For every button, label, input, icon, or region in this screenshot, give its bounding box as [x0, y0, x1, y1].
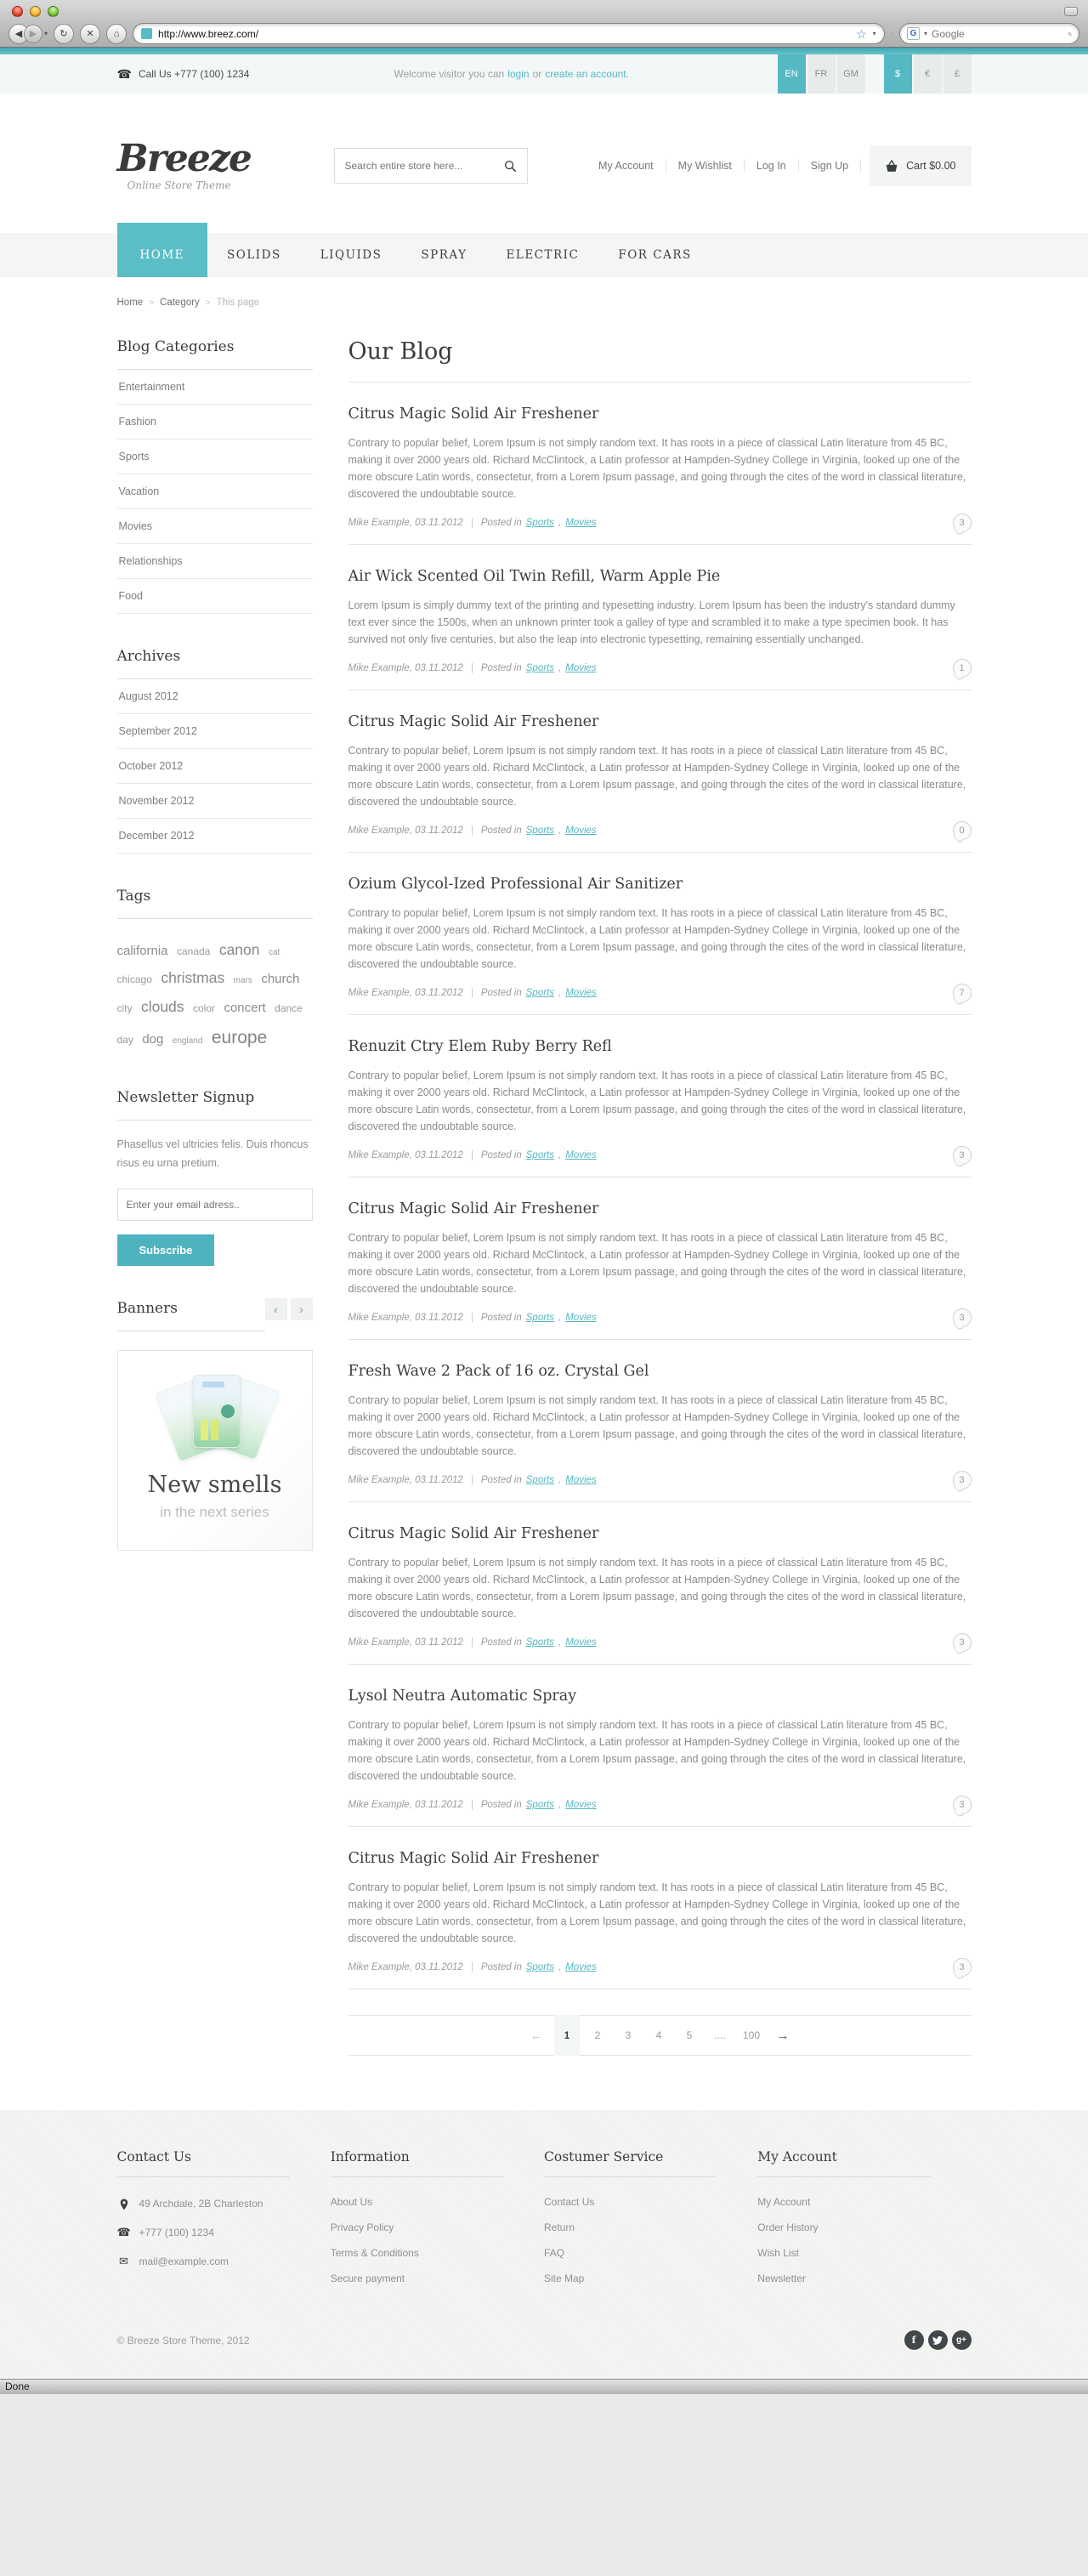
- widget-title: Banners: [117, 1300, 265, 1331]
- post-meta: [348, 518, 597, 528]
- chevron-left-icon: ‹: [274, 1302, 278, 1316]
- browser-toolbar: [0, 23, 1088, 44]
- tag-england[interactable]: england: [172, 1036, 203, 1047]
- post-tag-sports[interactable]: Sports: [525, 663, 555, 673]
- tag-cloud: [117, 919, 313, 1055]
- page-title: Our Blog: [348, 338, 972, 383]
- post-title[interactable]: Ozium Glycol-Ized Professional Air Sanitizer: [348, 876, 683, 893]
- meta-separator: |: [470, 1800, 473, 1810]
- store-search-input[interactable]: [345, 160, 497, 172]
- post-title[interactable]: Citrus Magic Solid Air Freshener: [348, 406, 599, 423]
- post-tag-movies[interactable]: Movies: [565, 1962, 597, 1972]
- blog-post: [348, 1340, 972, 1502]
- pagination-page-100[interactable]: 100: [742, 2029, 761, 2041]
- footer-column-title: Contact Us: [117, 2149, 290, 2177]
- tag-color[interactable]: color: [193, 1001, 216, 1014]
- meta-separator: |: [470, 988, 473, 998]
- banner-next-button[interactable]: [291, 1298, 313, 1320]
- google-icon: G: [907, 27, 920, 40]
- posted-in-label: Posted in: [480, 826, 522, 836]
- toolbar-separator: ·: [890, 29, 893, 38]
- web-search-input[interactable]: [932, 28, 1063, 40]
- pagination: [348, 2015, 972, 2056]
- post-author-date: Mike Example, 03.11.2012: [348, 1150, 463, 1160]
- tag-city[interactable]: city: [116, 1001, 133, 1014]
- post-tag-movies[interactable]: Movies: [565, 988, 597, 998]
- store-search-box[interactable]: [334, 148, 528, 184]
- search-icon[interactable]: [504, 160, 517, 173]
- comment-count-badge[interactable]: 3: [953, 1958, 972, 1977]
- bookmark-star-icon[interactable]: ☆: [856, 26, 867, 41]
- minimize-window-button[interactable]: [30, 6, 41, 17]
- site-tagline: Online Store Theme: [127, 179, 231, 191]
- footer-contact-column: [117, 2149, 331, 2291]
- footer-service-column: [544, 2149, 757, 2291]
- breadcrumb-category[interactable]: Category: [160, 298, 200, 308]
- nav-item-for-cars[interactable]: FOR CARS: [618, 248, 692, 262]
- currency-eur-button[interactable]: €: [914, 54, 942, 94]
- widget-title: Tags: [117, 888, 313, 919]
- post-author-date: Mike Example, 03.11.2012: [348, 1800, 463, 1810]
- post-tag-movies[interactable]: Movies: [565, 826, 597, 836]
- pagination-page-4[interactable]: 4: [655, 2029, 662, 2041]
- footer-link-contact-us[interactable]: Contact Us: [544, 2196, 595, 2208]
- tag-clouds[interactable]: clouds: [140, 997, 184, 1015]
- envelope-icon: ✉: [119, 2254, 128, 2267]
- post-meta: [348, 988, 597, 998]
- post-author-date: Mike Example, 03.11.2012: [348, 518, 463, 528]
- language-currency-switchers: [778, 54, 972, 94]
- newsletter-text: Phasellus vel ultricies felis. Duis rhoncus risus eu urna pretium.: [116, 1138, 309, 1169]
- tags-widget: [117, 888, 313, 1055]
- cart-basket-icon: [885, 160, 898, 173]
- breadcrumb-separator: >: [149, 298, 155, 308]
- switcher-gap: [867, 54, 882, 94]
- tag-concert[interactable]: concert: [224, 1000, 266, 1015]
- nav-item-solids[interactable]: SOLIDS: [227, 248, 281, 262]
- copyright-text: © Breeze Store Theme, 2012: [116, 2334, 250, 2346]
- blog-categories-widget: [117, 338, 313, 614]
- tag-day[interactable]: day: [116, 1034, 133, 1047]
- post-body: Contrary to popular belief, Lorem Ipsum is not simply random text. It has roots in a piece of classical Latin literature from 45 BC, making it over 2000 years old. Richard McClintock, a Latin professor at Hampden-Sydney College in Virginia, looked up one of the more obscure Latin words, consectetur, from a Lorem Ipsum passage, and going through the cites of the word in classical literature, discovered the undoubtable source.: [348, 1070, 966, 1132]
- footer-link-wish-list[interactable]: Wish List: [757, 2247, 799, 2259]
- banner-subtitle: in the next series: [160, 1503, 269, 1520]
- history-dropdown-icon[interactable]: ▾: [44, 30, 48, 37]
- stop-button[interactable]: [80, 24, 100, 44]
- call-us-text: Call Us +777 (100) 1234: [138, 68, 250, 80]
- cart-label: Cart $0.00: [906, 160, 956, 172]
- post-body: Contrary to popular belief, Lorem Ipsum is not simply random text. It has roots in a piece of classical Latin literature from 45 BC, making it over 2000 years old. Richard McClintock, a Latin professor at Hampden-Sydney College in Virginia, looked up one of the more obscure Latin words, consectetur, from a Lorem Ipsum passage, and going through the cites of the word in classical literature, discovered the undoubtable source.: [348, 1232, 966, 1295]
- blog-post: [348, 1015, 972, 1177]
- post-meta: [348, 1475, 597, 1485]
- site-footer: [0, 2110, 1088, 2379]
- nav-item-spray[interactable]: SPRAY: [421, 248, 468, 262]
- comment-count-badge[interactable]: 1: [953, 659, 972, 678]
- archives-widget: [117, 648, 313, 854]
- post-author-date: Mike Example, 03.11.2012: [348, 663, 463, 673]
- tag-cat[interactable]: cat: [268, 948, 280, 957]
- blog-post: [348, 1665, 972, 1827]
- post-tag-sports[interactable]: Sports: [525, 1962, 555, 1972]
- post-title[interactable]: Fresh Wave 2 Pack of 16 oz. Crystal Gel: [348, 1363, 649, 1380]
- close-window-button[interactable]: [12, 6, 23, 17]
- tag-mars[interactable]: mars: [233, 976, 252, 986]
- forward-icon: ▶: [29, 29, 37, 39]
- post-author-date: Mike Example, 03.11.2012: [348, 1637, 463, 1648]
- reload-icon: ↻: [60, 29, 68, 39]
- topbar: [0, 54, 1088, 94]
- social-links: [904, 2330, 972, 2350]
- footer-link-privacy-policy[interactable]: Privacy Policy: [330, 2221, 394, 2233]
- breadcrumb-home[interactable]: Home: [116, 298, 144, 308]
- blog-post: [348, 690, 972, 853]
- post-tag-sports[interactable]: Sports: [525, 988, 555, 998]
- archive-november-2012[interactable]: November 2012: [117, 784, 313, 819]
- contact-address: [117, 2189, 331, 2218]
- post-title[interactable]: Renuzit Ctry Elem Ruby Berry Refl: [348, 1038, 612, 1055]
- toolbar-toggle-widget[interactable]: [1064, 7, 1078, 16]
- log-in-link[interactable]: Log In: [745, 160, 799, 172]
- post-tag-movies[interactable]: Movies: [565, 1800, 597, 1810]
- welcome-message: [394, 54, 629, 94]
- call-us: [117, 54, 250, 94]
- archive-september-2012[interactable]: September 2012: [117, 714, 313, 749]
- search-icon: [1068, 29, 1072, 39]
- meta-separator: |: [470, 1962, 473, 1972]
- forward-button[interactable]: [24, 25, 42, 43]
- footer-link-terms[interactable]: Terms & Conditions: [330, 2247, 419, 2259]
- zoom-window-button[interactable]: [48, 6, 59, 17]
- post-meta: [348, 826, 597, 836]
- google-plus-glyph: g+: [956, 2335, 966, 2345]
- footer-link-about-us[interactable]: About Us: [330, 2196, 373, 2208]
- post-body: Contrary to popular belief, Lorem Ipsum is not simply random text. It has roots in a piece of classical Latin literature from 45 BC, making it over 2000 years old. Richard McClintock, a Latin professor at Hampden-Sydney College in Virginia, looked up one of the more obscure Latin words, consectetur, from a Lorem Ipsum passage, and going through the cites of the word in classical literature, discovered the undoubtable source.: [348, 1394, 966, 1457]
- email-text: mail@example.com: [139, 2255, 230, 2267]
- comment-count-badge[interactable]: 3: [953, 1471, 972, 1489]
- banner-title: New smells: [147, 1471, 282, 1498]
- tag-california[interactable]: california: [116, 944, 168, 958]
- blog-post: [348, 1177, 972, 1340]
- browser-status-bar: [0, 2379, 1088, 2394]
- banner-prev-button[interactable]: [265, 1298, 287, 1320]
- comment-count-badge[interactable]: 3: [953, 1633, 972, 1652]
- post-meta: [348, 1313, 597, 1323]
- meta-separator: |: [470, 663, 473, 673]
- post-tag-sports[interactable]: Sports: [525, 518, 555, 528]
- contact-email[interactable]: [117, 2247, 331, 2276]
- stop-icon: ✕: [86, 29, 94, 39]
- comment-count-badge[interactable]: 0: [953, 821, 972, 840]
- status-text: Done: [5, 2380, 30, 2392]
- post-body: Lorem Ipsum is simply dummy text of the printing and typesetting industry. Lorem Ipsum has been the industry's standard dummy text ever since the 1500s, when an unknown printer took a galley of type and scrambled it to make a type specimen book. It has survived not only five centuries, but also the leap into electronic typesetting, remaining essentially unchanged.: [348, 599, 955, 645]
- post-body: Contrary to popular belief, Lorem Ipsum is not simply random text. It has roots in a piece of classical Latin literature from 45 BC, making it over 2000 years old. Richard McClintock, a Latin professor at Hampden-Sydney College in Virginia, looked up one of the more obscure Latin words, consectetur, from a Lorem Ipsum passage, and going through the cites of the word in classical literature, discovered the undoubtable source.: [348, 907, 966, 970]
- post-tag-sports[interactable]: Sports: [525, 1150, 555, 1160]
- logo-block[interactable]: [116, 137, 334, 191]
- post-body: Contrary to popular belief, Lorem Ipsum is not simply random text. It has roots in a piece of classical Latin literature from 45 BC, making it over 2000 years old. Richard McClintock, a Latin professor at Hampden-Sydney College in Virginia, looked up one of the more obscure Latin words, consectetur, from a Lorem Ipsum passage, and going through the cites of the word in classical literature, discovered the undoubtable source.: [348, 1881, 966, 1944]
- meta-separator: |: [470, 826, 473, 836]
- post-author-date: Mike Example, 03.11.2012: [348, 988, 463, 998]
- post-tag-sports[interactable]: Sports: [525, 826, 555, 836]
- phone-icon: ☎: [116, 2225, 131, 2238]
- footer-link-my-account[interactable]: My Account: [757, 2196, 811, 2208]
- newsletter-email-input[interactable]: [117, 1189, 313, 1221]
- footer-column-title: My Account: [757, 2149, 930, 2177]
- currency-usd-button[interactable]: $: [884, 54, 912, 94]
- post-meta: [348, 1962, 597, 1972]
- login-link[interactable]: login: [507, 68, 530, 80]
- post-title[interactable]: Citrus Magic Solid Air Freshener: [348, 1525, 599, 1542]
- history-nav: [8, 24, 48, 44]
- sign-up-link[interactable]: Sign Up: [799, 160, 861, 172]
- tag-separator: ,: [558, 988, 562, 998]
- comment-count-badge[interactable]: 3: [953, 1146, 972, 1165]
- sidebar: [117, 338, 313, 2056]
- accent-strip: [0, 48, 1088, 54]
- post-tag-movies[interactable]: Movies: [565, 1637, 597, 1648]
- category-movies[interactable]: Movies: [117, 509, 313, 544]
- cart-button[interactable]: [870, 145, 971, 186]
- posted-in-label: Posted in: [480, 1313, 522, 1323]
- post-title[interactable]: Citrus Magic Solid Air Freshener: [348, 1850, 599, 1867]
- post-author-date: Mike Example, 03.11.2012: [348, 1475, 463, 1485]
- tag-separator: ,: [558, 1637, 562, 1648]
- blog-post: [348, 383, 972, 545]
- address-bar[interactable]: [133, 23, 885, 44]
- pagination-ellipsis: ....: [714, 2029, 726, 2041]
- pagination-prev-button[interactable]: ←: [530, 2028, 543, 2043]
- tag-separator: ,: [558, 1962, 562, 1972]
- posted-in-label: Posted in: [480, 1475, 522, 1485]
- post-title[interactable]: Lysol Neutra Automatic Spray: [348, 1688, 577, 1705]
- footer-link-newsletter[interactable]: Newsletter: [757, 2272, 806, 2284]
- banners-widget: [117, 1300, 313, 1551]
- post-meta: [348, 663, 597, 673]
- url-input[interactable]: [158, 28, 850, 40]
- my-account-link[interactable]: My Account: [586, 160, 666, 172]
- posted-in-label: Posted in: [480, 663, 522, 673]
- language-gm-button[interactable]: GM: [837, 54, 865, 94]
- banner-card[interactable]: [117, 1350, 313, 1551]
- posted-in-label: Posted in: [480, 988, 522, 998]
- archive-december-2012[interactable]: December 2012: [117, 819, 313, 854]
- post-tag-sports[interactable]: Sports: [525, 1475, 555, 1485]
- footer-link-return[interactable]: Return: [544, 2221, 575, 2233]
- tag-dance[interactable]: dance: [275, 1001, 303, 1014]
- pagination-page-5[interactable]: 5: [686, 2029, 693, 2041]
- post-tag-movies[interactable]: Movies: [565, 663, 597, 673]
- post-body: Contrary to popular belief, Lorem Ipsum is not simply random text. It has roots in a piece of classical Latin literature from 45 BC, making it over 2000 years old. Richard McClintock, a Latin professor at Hampden-Sydney College in Virginia, looked up one of the more obscure Latin words, consectetur, from a Lorem Ipsum passage, and going through the cites of the word in classical literature, discovered the undoubtable source.: [348, 1719, 966, 1782]
- back-icon: ◀: [14, 29, 23, 39]
- browser-titlebar: [0, 0, 1088, 48]
- post-author-date: Mike Example, 03.11.2012: [348, 1313, 463, 1323]
- home-icon: ⌂: [113, 28, 120, 39]
- main-nav: [0, 233, 1088, 277]
- breadcrumb: [117, 277, 972, 308]
- newsletter-widget: [117, 1089, 313, 1266]
- google-plus-icon[interactable]: [952, 2330, 972, 2350]
- nav-item-liquids[interactable]: LIQUIDS: [320, 248, 382, 262]
- comment-count-badge[interactable]: 7: [953, 984, 972, 1002]
- category-food[interactable]: Food: [117, 579, 313, 614]
- account-links: [586, 145, 971, 186]
- footer-link-order-history[interactable]: Order History: [757, 2221, 819, 2233]
- footer-link-site-map[interactable]: Site Map: [544, 2272, 585, 2284]
- widget-title: Newsletter Signup: [117, 1089, 313, 1121]
- site-logo[interactable]: Breeze: [116, 137, 251, 180]
- tag-canada[interactable]: canada: [176, 945, 211, 957]
- post-meta: [348, 1800, 597, 1810]
- tag-separator: ,: [558, 1313, 562, 1323]
- facebook-icon[interactable]: [904, 2330, 924, 2350]
- meta-separator: |: [470, 1313, 473, 1323]
- blog-post: [348, 1827, 972, 1989]
- comment-count-badge[interactable]: 3: [953, 1796, 972, 1814]
- pagination-page-1[interactable]: 1: [554, 2015, 580, 2056]
- post-tag-movies[interactable]: Movies: [565, 1313, 597, 1323]
- post-body: Contrary to popular belief, Lorem Ipsum is not simply random text. It has roots in a piece of classical Latin literature from 45 BC, making it over 2000 years old. Richard McClintock, a Latin professor at Hampden-Sydney College in Virginia, looked up one of the more obscure Latin words, consectetur, from a Lorem Ipsum passage, and going through the cites of the word in classical literature, discovered the undoubtable source.: [348, 437, 966, 500]
- footer-information-column: [331, 2149, 544, 2291]
- post-body: Contrary to popular belief, Lorem Ipsum is not simply random text. It has roots in a piece of classical Latin literature from 45 BC, making it over 2000 years old. Richard McClintock, a Latin professor at Hampden-Sydney College in Virginia, looked up one of the more obscure Latin words, consectetur, from a Lorem Ipsum passage, and going through the cites of the word in classical literature, discovered the undoubtable source.: [348, 1557, 966, 1620]
- tag-separator: ,: [558, 826, 562, 836]
- post-title[interactable]: Citrus Magic Solid Air Freshener: [348, 1200, 599, 1217]
- pagination-next-button[interactable]: →: [776, 2028, 790, 2043]
- phone-icon: ☎: [116, 66, 132, 81]
- tag-separator: ,: [558, 1150, 562, 1160]
- post-tag-sports[interactable]: Sports: [525, 1313, 555, 1323]
- subscribe-button[interactable]: Subscribe: [117, 1234, 215, 1266]
- post-author-date: Mike Example, 03.11.2012: [348, 826, 463, 836]
- create-account-link[interactable]: create an account.: [545, 68, 629, 80]
- tag-separator: ,: [558, 1475, 562, 1485]
- meta-separator: |: [470, 1475, 473, 1485]
- web-search-field[interactable]: [899, 23, 1080, 44]
- post-author-date: Mike Example, 03.11.2012: [348, 1962, 463, 1972]
- category-entertainment[interactable]: Entertainment: [117, 370, 313, 405]
- tag-dog[interactable]: dog: [142, 1032, 164, 1047]
- category-sports[interactable]: Sports: [117, 440, 313, 474]
- post-meta: [348, 1637, 597, 1648]
- twitter-icon[interactable]: [928, 2330, 948, 2350]
- tag-canon[interactable]: canon: [218, 941, 260, 958]
- chevron-right-icon: ›: [299, 1302, 303, 1316]
- post-tag-movies[interactable]: Movies: [565, 1475, 597, 1485]
- language-fr-button[interactable]: FR: [808, 54, 836, 94]
- post-tag-movies[interactable]: Movies: [565, 1150, 597, 1160]
- currency-gbp-button[interactable]: £: [944, 54, 972, 94]
- posted-in-label: Posted in: [480, 1800, 522, 1810]
- search-engine-dropdown-icon[interactable]: ▾: [924, 30, 928, 37]
- post-meta: [348, 1150, 597, 1160]
- meta-separator: |: [470, 518, 473, 528]
- posted-in-label: Posted in: [480, 1637, 522, 1648]
- meta-separator: |: [470, 1150, 473, 1160]
- post-tag-movies[interactable]: Movies: [565, 518, 597, 528]
- nav-item-home[interactable]: HOME: [117, 223, 208, 277]
- blog-post: [348, 1502, 972, 1665]
- footer-column-title: Costumer Service: [544, 2149, 717, 2177]
- blog-post: [348, 545, 972, 690]
- widget-title: Blog Categories: [117, 338, 313, 370]
- category-vacation[interactable]: Vacation: [117, 474, 313, 509]
- contact-phone: [117, 2218, 331, 2247]
- post-body: Contrary to popular belief, Lorem Ipsum is not simply random text. It has roots in a piece of classical Latin literature from 45 BC, making it over 2000 years old. Richard McClintock, a Latin professor at Hampden-Sydney College in Virginia, looked up one of the more obscure Latin words, consectetur, from a Lorem Ipsum passage, and going through the cites of the word in classical literature, discovered the undoubtable source.: [348, 745, 966, 808]
- my-wishlist-link[interactable]: My Wishlist: [666, 160, 745, 172]
- archive-august-2012[interactable]: August 2012: [117, 679, 313, 714]
- post-tag-sports[interactable]: Sports: [525, 1637, 555, 1648]
- footer-link-faq[interactable]: FAQ: [544, 2247, 565, 2259]
- facebook-glyph: f: [911, 2335, 916, 2346]
- post-title[interactable]: Citrus Magic Solid Air Freshener: [348, 713, 599, 730]
- posted-in-label: Posted in: [480, 1150, 522, 1160]
- footer-link-secure-payment[interactable]: Secure payment: [330, 2272, 405, 2284]
- phone-text: +777 (100) 1234: [139, 2226, 214, 2238]
- address-text: 49 Archdale, 2B Charleston: [139, 2197, 264, 2210]
- post-tag-sports[interactable]: Sports: [525, 1800, 555, 1810]
- blog-post: [348, 853, 972, 1015]
- welcome-prefix: Welcome visitor you can: [394, 68, 505, 80]
- site-header: [0, 94, 1088, 233]
- comment-count-badge[interactable]: 3: [953, 513, 972, 532]
- tag-separator: ,: [558, 518, 562, 528]
- category-fashion[interactable]: Fashion: [117, 405, 313, 440]
- language-en-button[interactable]: EN: [778, 54, 806, 94]
- widget-title: Archives: [117, 648, 313, 679]
- meta-separator: |: [470, 1637, 473, 1648]
- footer-column-title: Information: [331, 2149, 503, 2177]
- home-button[interactable]: [106, 24, 127, 44]
- pagination-page-2[interactable]: 2: [594, 2029, 601, 2041]
- tag-europe[interactable]: europe: [211, 1028, 268, 1048]
- breadcrumb-current-page: This page: [216, 298, 260, 308]
- window-controls: [12, 6, 59, 17]
- banner-product-image: [118, 1370, 312, 1463]
- breadcrumb-separator: >: [205, 298, 211, 308]
- tag-church[interactable]: church: [261, 972, 300, 987]
- archive-october-2012[interactable]: October 2012: [117, 749, 313, 784]
- site-favicon: [141, 28, 152, 39]
- category-relationships[interactable]: Relationships: [117, 544, 313, 579]
- blog-main: [348, 338, 972, 2056]
- tag-separator: ,: [558, 1800, 562, 1810]
- tag-chicago[interactable]: chicago: [116, 973, 152, 986]
- nav-item-electric[interactable]: ELECTRIC: [506, 248, 580, 262]
- reload-button[interactable]: [54, 24, 74, 44]
- post-title[interactable]: Air Wick Scented Oil Twin Refill, Warm Apple Pie: [348, 568, 721, 585]
- address-dropdown-icon[interactable]: ▾: [872, 30, 876, 37]
- posted-in-label: Posted in: [480, 1962, 522, 1972]
- comment-count-badge[interactable]: 3: [953, 1308, 972, 1327]
- tag-separator: ,: [558, 663, 562, 673]
- pagination-page-3[interactable]: 3: [625, 2029, 632, 2041]
- posted-in-label: Posted in: [480, 518, 522, 528]
- tag-christmas[interactable]: christmas: [161, 969, 225, 987]
- map-pin-icon: [117, 2197, 131, 2210]
- welcome-or: or: [532, 68, 542, 80]
- footer-account-column: [757, 2149, 971, 2291]
